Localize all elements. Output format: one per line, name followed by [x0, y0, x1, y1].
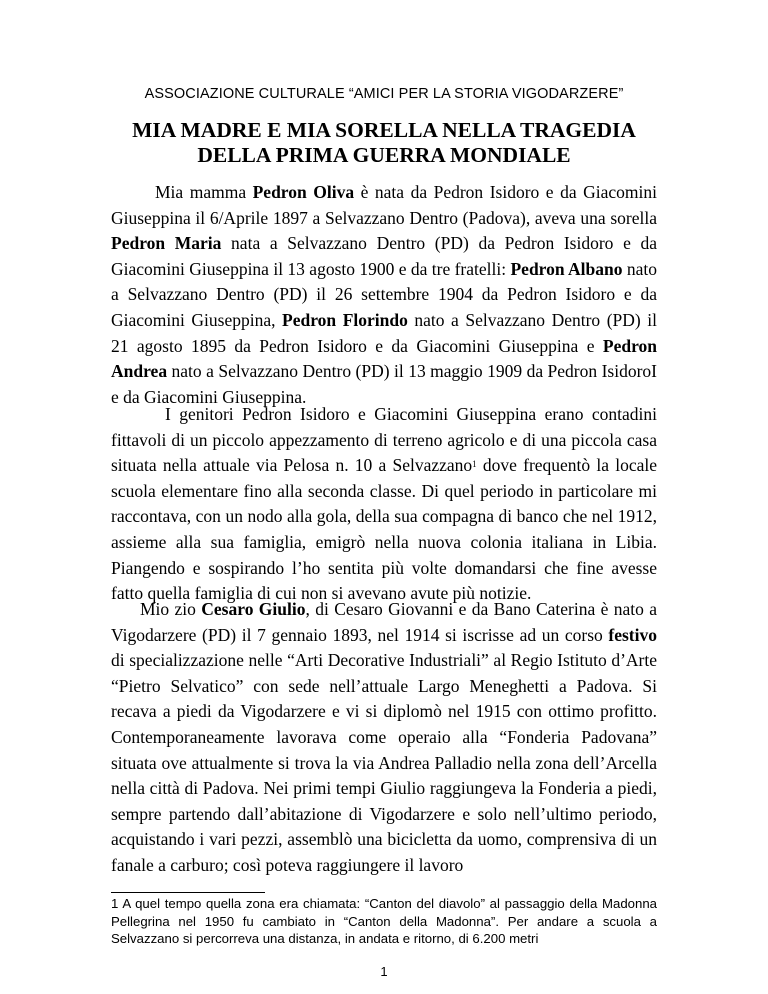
p1-text-a: Mia mamma [155, 182, 253, 202]
name-pedron-andrea: Pedron Andrea [111, 335, 657, 382]
name-pedron-oliva: Pedron Oliva [252, 182, 355, 202]
word-festivo: festivo [608, 624, 657, 645]
p1-text-c: è nata da Pedron Isidoro e da Giacomini Giuseppina il 6/Aprile 1897 a Selvazzano Dentro (Padova), aveva una sorella [111, 182, 657, 228]
p1-text-g: nato a Selvazzano Dentro (PD) il 26 settembre 1904 da Pedron Isidoro e da Giacomini Giuseppina, [111, 258, 657, 330]
document-title: MIA MADRE E MIA SORELLA NELLA TRAGEDIA DELLA PRIMA GUERRA MONDIALE [132, 118, 636, 167]
footnote-divider [111, 892, 265, 893]
name-pedron-florindo: Pedron Florindo [282, 309, 408, 330]
p1-text-i: nato a Selvazzano Dentro (PD) il 21 agosto 1895 da Pedron Isidoro e da Giacomini Giuseppina e [111, 309, 657, 356]
association-header: ASSOCIAZIONE CULTURALE “AMICI PER LA STORIA VIGODARZERE” [144, 86, 624, 102]
p1-text-k: nato a Selvazzano Dentro (PD) il 13 maggio 1909 da Pedron IsidoroI e da Giacomini Giuseppina. [111, 361, 657, 407]
paragraph-2 [111, 402, 657, 607]
name-cesaro-giulio: Cesaro Giulio [201, 599, 306, 619]
p3-text-c: , di Cesaro Giovanni e da Bano Caterina è nato a Vigodarzere (PD) il 7 gennaio 1893, nel 1914 si iscrisse ad un corso [111, 599, 657, 645]
p2-text-b: dove frequentò la locale scuola elementare fino alla seconda classe. Di quel periodo in particolare mi raccontava, con un nodo alla gola, della sua compagna di banco che nel 1912, assieme alla sua famiglia, emigrò nella nuova colonia italiana in Libia. Piangendo e sospirando l’ho sentita più volte domandarsi che fine avesse fatto quella famiglia di cui non si avevano avute più notizie. [111, 455, 657, 604]
p3-text-a: Mio zio [140, 599, 202, 619]
paragraph-1 [111, 180, 657, 410]
p2-text-a: I genitori Pedron Isidoro e Giacomini Giuseppina erano contadini fittavoli di un piccolo appezzamento di terreno agricolo e di una piccola casa situata nella attuale via Pelosa n. 10 a Selvazzano [111, 404, 657, 476]
p3-text-e: di specializzazione nelle “Arti Decorative Industriali” al Regio Istituto d’Arte “Pietro Selvatico” con sede nell’attuale Largo Meneghetti a Padova. Si recava a piedi da Vigodarzere e vi si diplomò nel 1915 con ottimo profitto. Contemporaneamente lavorava come operaio alla “Fonderia Padovana” situata ove attualmente si trova la via Andrea Palladio nella zona dell’Arcella nella città di Padova. Nei primi tempi Giulio raggiungeva la Fonderia a piedi, sempre partendo dall’abitazione di Vigodarzere e solo nell’ultimo periodo, acquistando i vari pezzi, assemblò una bicicletta da uomo, comprensiva di un fanale a carburo; così poteva raggiungere il lavoro [111, 650, 657, 875]
footnote [111, 895, 657, 948]
name-pedron-maria: Pedron Maria [111, 233, 222, 254]
footnote-number: 1 [111, 896, 119, 911]
page-number: 1 [380, 964, 388, 979]
footnote-text: A quel tempo quella zona era chiamata: “Canton del diavolo” al passaggio della Madonna Pellegrina nel 1950 fu cambiato in “Canton della Madonna”. Per andare a scuola a Selvazzano si percorreva una distanza, in andata e ritorno, di 6.200 metri [111, 896, 657, 946]
p1-text-e: nata a Selvazzano Dentro (PD) da Pedron Isidoro e da Giacomini Giuseppina il 13 agosto 1900 e da tre fratelli: [111, 233, 657, 279]
footnote-reference[interactable]: 1 [472, 459, 477, 470]
name-pedron-albano: Pedron Albano [510, 258, 623, 279]
paragraph-3 [111, 597, 657, 879]
